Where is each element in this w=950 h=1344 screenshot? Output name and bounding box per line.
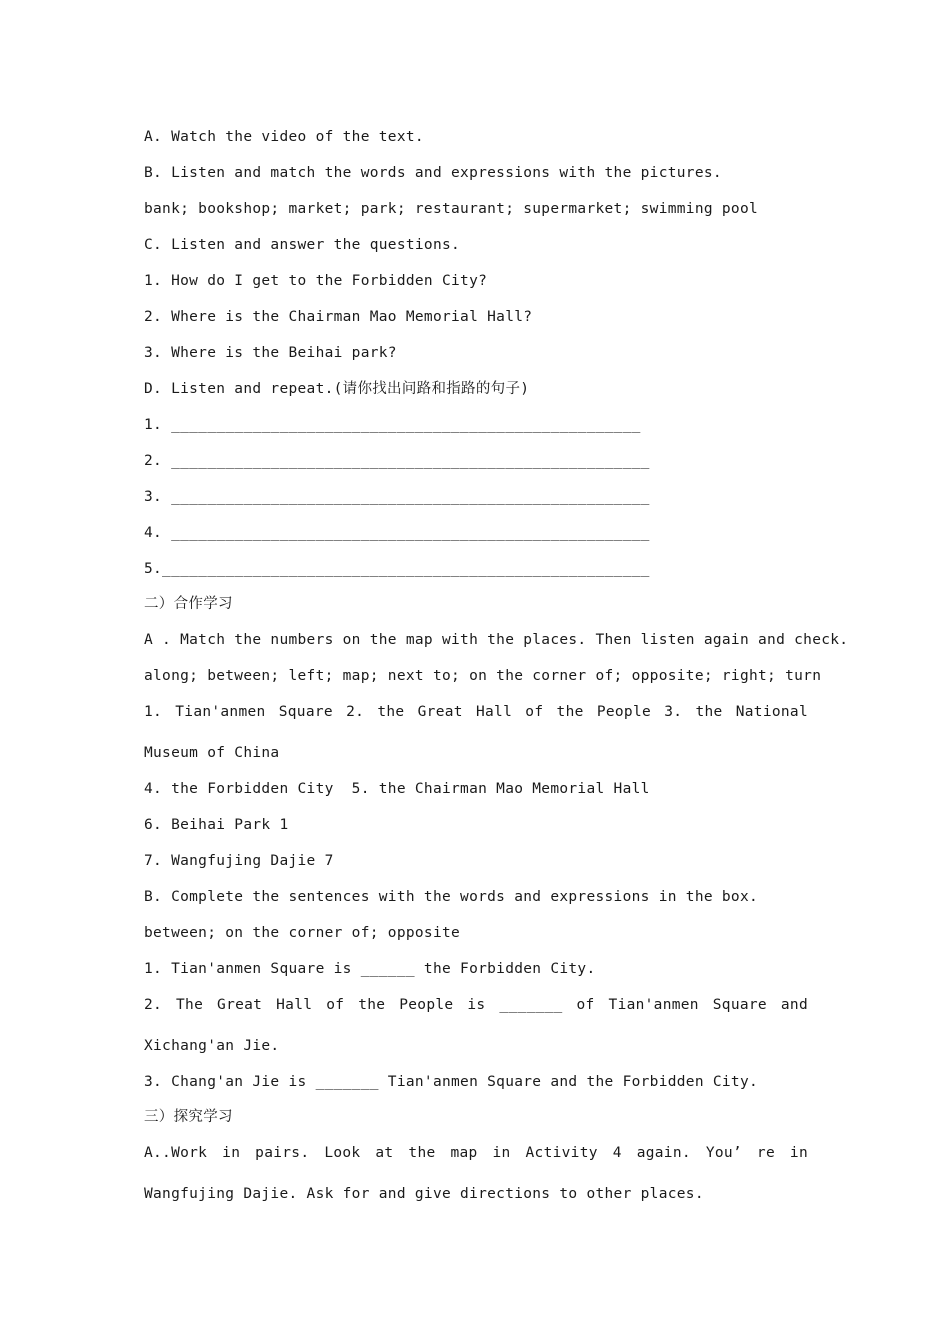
places-list-1-3: 1. Tian'anmen Square 2. the Great Hall of the People 3. the National Museum of China <box>144 704 808 761</box>
pair-work-instruction: A..Work in pairs. Look at the map in Activity 4 again. You’ re in Wangfujing Dajie. Ask for and give directions to other places. <box>144 1145 808 1202</box>
question-3: 3. Where is the Beihai park? <box>144 345 397 361</box>
section-heading-inquiry: 三）探究学习 <box>144 1109 233 1125</box>
blank-line-5: 5.______________________________________________________ <box>144 561 650 577</box>
step-a-watch-video: A. Watch the video of the text. <box>144 129 424 145</box>
sentence-1: 1. Tian'anmen Square is ______ the Forbidden City. <box>144 961 596 977</box>
places-list-4-5: 4. the Forbidden City 5. the Chairman Mao Memorial Hall <box>144 781 650 797</box>
step-b-listen-match: B. Listen and match the words and expressions with the pictures. <box>144 165 722 181</box>
step-a-match-map: A . Match the numbers on the map with the places. Then listen again and check. <box>144 632 849 648</box>
places-list-6: 6. Beihai Park 1 <box>144 817 289 833</box>
section-heading-cooperative: 二）合作学习 <box>144 596 233 612</box>
sentence-3: 3. Chang'an Jie is _______ Tian'anmen Square and the Forbidden City. <box>144 1074 759 1090</box>
sentence-2: 2. The Great Hall of the People is _______ of Tian'anmen Square and Xichang'an Jie. <box>144 997 808 1054</box>
step-d-listen-repeat: D. Listen and repeat.(请你找出问路和指路的句子) <box>144 381 530 397</box>
word-list-places: bank; bookshop; market; park; restaurant; supermarket; swimming pool <box>144 201 759 217</box>
blank-line-2: 2. _____________________________________________________ <box>144 453 650 469</box>
blank-line-3: 3. _____________________________________________________ <box>144 489 650 505</box>
places-list-7: 7. Wangfujing Dajie 7 <box>144 853 334 869</box>
word-box: between; on the corner of; opposite <box>144 925 461 941</box>
question-2: 2. Where is the Chairman Mao Memorial Hall? <box>144 309 533 325</box>
step-c-listen-answer: C. Listen and answer the questions. <box>144 237 461 253</box>
word-list-directions: along; between; left; map; next to; on the corner of; opposite; right; turn <box>144 668 822 684</box>
blank-line-1: 1. ____________________________________________________ <box>144 417 641 433</box>
blank-line-4: 4. _____________________________________________________ <box>144 525 650 541</box>
question-1: 1. How do I get to the Forbidden City? <box>144 273 488 289</box>
step-b-complete-sentences: B. Complete the sentences with the words and expressions in the box. <box>144 889 759 905</box>
